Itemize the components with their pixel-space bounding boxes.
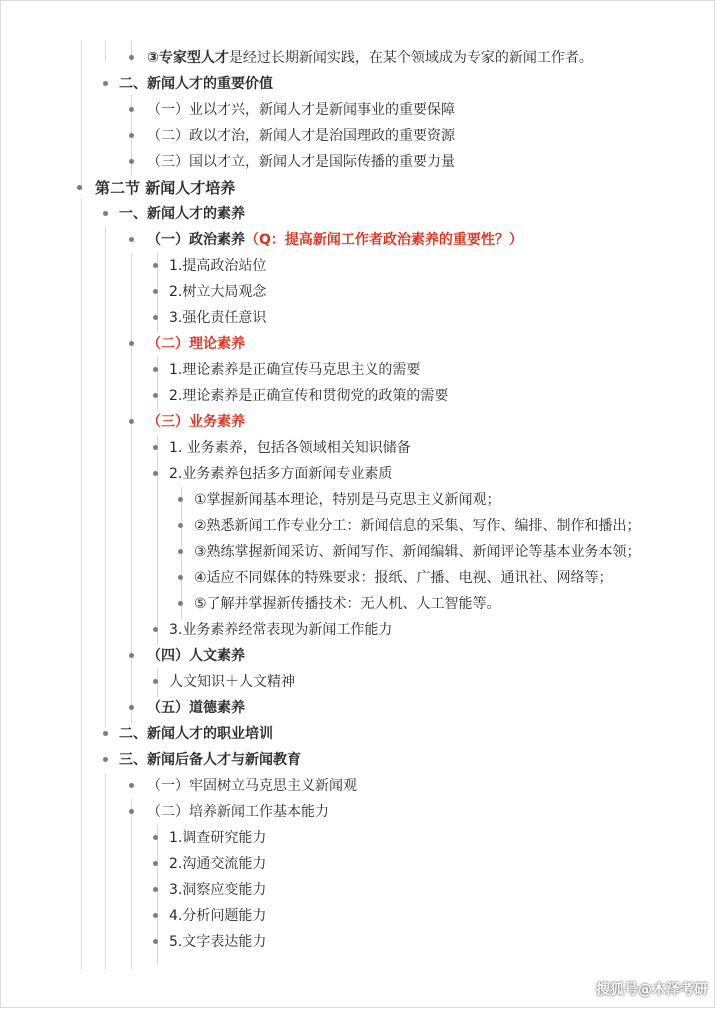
outline-item-text	[147, 773, 357, 799]
outline-item-label: （二）理论素养	[147, 336, 245, 352]
outline-guide	[157, 435, 158, 645]
bullet-icon	[129, 341, 134, 346]
outline-item-label: （二）政以才治，新闻人才是治国理政的重要资源	[147, 128, 455, 144]
outline-item-text	[194, 565, 613, 591]
outline-item-label: （四）人文素养	[147, 648, 245, 664]
outline-item-text	[147, 799, 329, 825]
bullet-icon	[153, 835, 158, 840]
bullet-icon	[129, 783, 134, 788]
outline-item-label: 2.树立大局观念	[169, 284, 267, 300]
outline-item-label: 1.提高政治站位	[169, 258, 267, 274]
bullet-icon	[153, 471, 158, 476]
outline-item-text	[147, 227, 523, 253]
bullet-icon	[153, 445, 158, 450]
outline-item-label: ③熟练掌握新闻采访、新闻写作、新闻编辑、新闻评论等基本业务本领；	[194, 544, 641, 560]
outline-item-text	[147, 643, 245, 669]
outline-item-label: 3.业务素养经常表现为新闻工作能力	[169, 622, 393, 638]
outline-item-label: 1.调查研究能力	[169, 830, 267, 846]
outline-item-label: ①掌握新闻基本理论，特别是马克思主义新闻观；	[194, 492, 501, 508]
bullet-icon	[103, 211, 108, 216]
outline-item-label: 一、新闻人才的素养	[119, 206, 245, 222]
outline-item-label: 3.洞察应变能力	[169, 882, 267, 898]
outline-item-label: （三）业务素养	[147, 414, 245, 430]
outline-item-label: （一）政治素养	[147, 232, 245, 248]
bullet-icon	[178, 601, 183, 606]
outline-item-label: 4.分析问题能力	[169, 908, 267, 924]
bullet-icon	[178, 575, 183, 580]
outline-item-text	[194, 513, 641, 539]
bullet-icon	[153, 913, 158, 918]
outline-item-text	[169, 877, 266, 903]
outline-item-label: 1.理论素养是正确宣传马克思主义的需要	[169, 362, 421, 378]
outline-item-text	[119, 747, 301, 773]
outline-item-text	[194, 591, 501, 617]
outline-guide	[81, 41, 82, 191]
outline-item-text	[169, 383, 448, 409]
bullet-icon	[129, 419, 134, 424]
outline-item-label: ⑤了解并掌握新传播技术：无人机、人工智能等。	[194, 596, 501, 612]
outline-item-text	[119, 201, 245, 227]
bullet-icon	[178, 523, 183, 528]
outline-item-label: （一）业以才兴，新闻人才是新闻事业的重要保障	[147, 102, 455, 118]
outline-item-text	[169, 357, 420, 383]
outline-item-label: 二、新闻人才的重要价值	[119, 76, 273, 92]
outline-item-text	[169, 253, 266, 279]
outline-item-label: 三、新闻后备人才与新闻教育	[119, 752, 301, 768]
bullet-icon	[129, 653, 134, 658]
outline-item-text	[147, 695, 245, 721]
outline-guide	[81, 199, 82, 969]
outline-item-label: 第二节 新闻人才培养	[95, 179, 236, 197]
outline-item-text	[147, 149, 455, 175]
outline-item-tail: 是经过长期新闻实践，在某个领域成为专家的新闻工作者。	[228, 50, 593, 66]
bullet-icon	[153, 315, 158, 320]
outline-item-label: 5.文字表达能力	[169, 934, 267, 950]
bullet-icon	[153, 367, 158, 372]
bullet-icon	[178, 497, 183, 502]
outline-guide	[105, 41, 106, 61]
outline-item-text	[169, 903, 266, 929]
bullet-icon	[153, 263, 158, 268]
outline-item-text	[147, 45, 593, 71]
outline-item-text	[169, 851, 266, 877]
outline-item-text	[119, 721, 273, 747]
bullet-icon	[129, 237, 134, 242]
watermark: 搜狐号@木泽考研	[596, 982, 708, 998]
outline-item-label: （五）道德素养	[147, 700, 245, 716]
outline-item-label: 1. 业务素养，包括各领域相关知识储备	[169, 440, 411, 456]
bullet-icon	[103, 81, 108, 86]
bullet-icon	[153, 289, 158, 294]
outline-item-label: ④适应不同媒体的特殊要求：报纸、广播、电视、通讯社、网络等；	[194, 570, 613, 586]
outline-item-label: ③专家型人才	[147, 50, 229, 66]
outline-guide	[131, 799, 132, 969]
bullet-icon	[153, 393, 158, 398]
outline-item-label: 2.沟通交流能力	[169, 856, 267, 872]
outline-item-text	[169, 929, 266, 955]
outline-item-text	[119, 71, 273, 97]
bullet-icon	[178, 549, 183, 554]
outline-item-label: （三）国以才立，新闻人才是国际传播的重要力量	[147, 154, 455, 170]
outline-item-text	[169, 279, 266, 305]
outline-item-text	[169, 825, 266, 851]
outline-item-label: 3.强化责任意识	[169, 310, 267, 326]
outline-item-label: ②熟悉新闻工作专业分工：新闻信息的采集、写作、编排、制作和播出；	[194, 518, 641, 534]
outline-item-text	[147, 97, 455, 123]
bullet-icon	[129, 809, 134, 814]
bullet-icon	[129, 133, 134, 138]
outline-item-text	[147, 331, 245, 357]
outline-guide	[105, 227, 106, 727]
outline-item-text	[169, 305, 266, 331]
outline-item-text	[147, 123, 455, 149]
outline-item-label: 2.业务素养包括多方面新闻专业素质	[169, 466, 393, 482]
outline-guide	[157, 357, 158, 411]
bullet-icon	[153, 939, 158, 944]
outline-item-text	[194, 487, 501, 513]
outline-item-label: 人文知识＋人文精神	[169, 674, 295, 690]
outline-item-text	[169, 435, 411, 461]
bullet-icon	[153, 887, 158, 892]
bullet-icon	[103, 757, 108, 762]
bullet-icon	[153, 679, 158, 684]
outline-item-text	[169, 669, 295, 695]
bullet-icon	[153, 627, 158, 632]
outline-guide	[157, 825, 158, 965]
outline-item-label: 二、新闻人才的职业培训	[119, 726, 273, 742]
outline-item-text	[169, 461, 392, 487]
outline-item-text	[95, 175, 235, 202]
outline-guide	[105, 773, 106, 969]
bullet-icon	[129, 55, 134, 60]
outline-item-text	[147, 409, 245, 435]
bullet-icon	[103, 731, 108, 736]
outline-item-label: （二）培养新闻工作基本能力	[147, 804, 329, 820]
outline-item-text	[169, 617, 392, 643]
bullet-icon	[129, 159, 134, 164]
bullet-icon	[129, 107, 134, 112]
bullet-icon	[77, 185, 82, 190]
bullet-icon	[153, 861, 158, 866]
bullet-icon	[129, 705, 134, 710]
outline-item-label: 2.理论素养是正确宣传和贯彻党的政策的需要	[169, 388, 449, 404]
outline-item-tail: （Q：提高新闻工作者政治素养的重要性？）	[245, 232, 523, 248]
outline-item-text	[194, 539, 641, 565]
outline-item-label: （一）牢固树立马克思主义新闻观	[147, 778, 357, 794]
